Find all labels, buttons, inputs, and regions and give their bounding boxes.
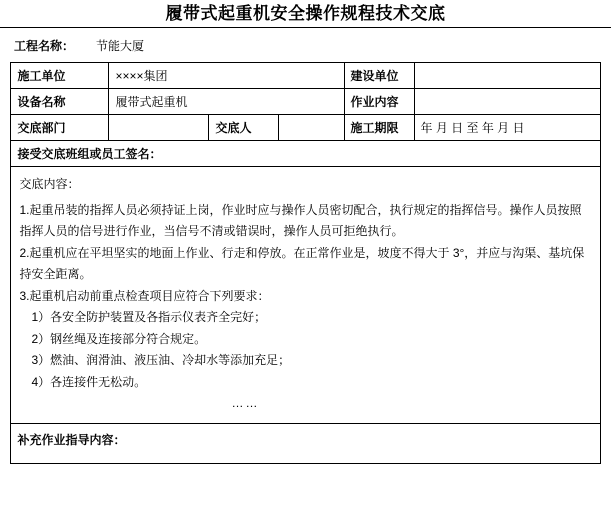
content-item: 1.起重吊装的指挥人员必须持证上岗，作业时应与操作人员密切配合，执行规定的指挥信号。操作人员按照指挥人员的信号进行作业，当信号不清或错误时，操作人员可拒绝执行。	[19, 202, 582, 238]
discloser-label: 交底人	[209, 115, 279, 141]
equipment-name-value[interactable]: 履带式起重机	[109, 89, 344, 115]
content-item: 2.起重机应在平坦坚实的地面上作业、行走和停放。在正常作业是，坡度不得大于 3°，并应与沟渠、基坑保持安全距离。	[19, 245, 585, 281]
project-name-line	[0, 28, 611, 62]
document-page	[0, 3, 611, 516]
table-row	[11, 167, 600, 424]
construction-period-value[interactable]: 年 月 日 至 年 月 日	[414, 115, 600, 141]
project-name-label: 工程名称：	[14, 39, 75, 53]
supplementary-content-label[interactable]: 补充作业指导内容：	[11, 423, 600, 463]
table-row	[11, 115, 600, 141]
content-heading: 交底内容：	[19, 177, 80, 191]
table-row	[11, 89, 600, 115]
technical-disclosure-table	[10, 62, 600, 464]
建设单位-value[interactable]	[414, 63, 600, 89]
content-item: 1）各安全防护装置及各指示仪表齐全完好；	[31, 310, 267, 324]
signature-label[interactable]: 接受交底班组或员工签名：	[11, 141, 600, 167]
table-row	[11, 423, 600, 463]
content-item: 2）钢丝绳及连接部分符合规定。	[31, 331, 207, 346]
construction-period-label: 施工期限	[344, 115, 414, 141]
discloser-value[interactable]	[279, 115, 344, 141]
table-row	[11, 63, 600, 89]
disclosure-department-value[interactable]	[109, 115, 209, 141]
content-ellipsis: ……	[231, 396, 260, 410]
project-name-value: 节能大厦	[96, 39, 145, 53]
construction-unit-label: 施工单位	[11, 63, 109, 89]
disclosure-content-cell	[11, 167, 600, 424]
work-content-label: 作业内容	[344, 89, 414, 115]
content-item: 3.起重机启动前重点检查项目应符合下列要求：	[19, 288, 270, 303]
page-title: 履带式起重机安全操作规程技术交底	[165, 4, 446, 23]
disclosure-department-label: 交底部门	[11, 115, 109, 141]
table-row	[11, 141, 600, 167]
content-item: 4）各连接件无松动。	[31, 374, 147, 389]
equipment-name-label: 设备名称	[11, 89, 109, 115]
work-content-value[interactable]	[414, 89, 600, 115]
建设单位-label: 建设单位	[344, 63, 414, 89]
construction-unit-value[interactable]: ××××集团	[109, 63, 344, 89]
content-item: 3）燃油、润滑油、液压油、冷却水等添加充足；	[31, 353, 291, 367]
